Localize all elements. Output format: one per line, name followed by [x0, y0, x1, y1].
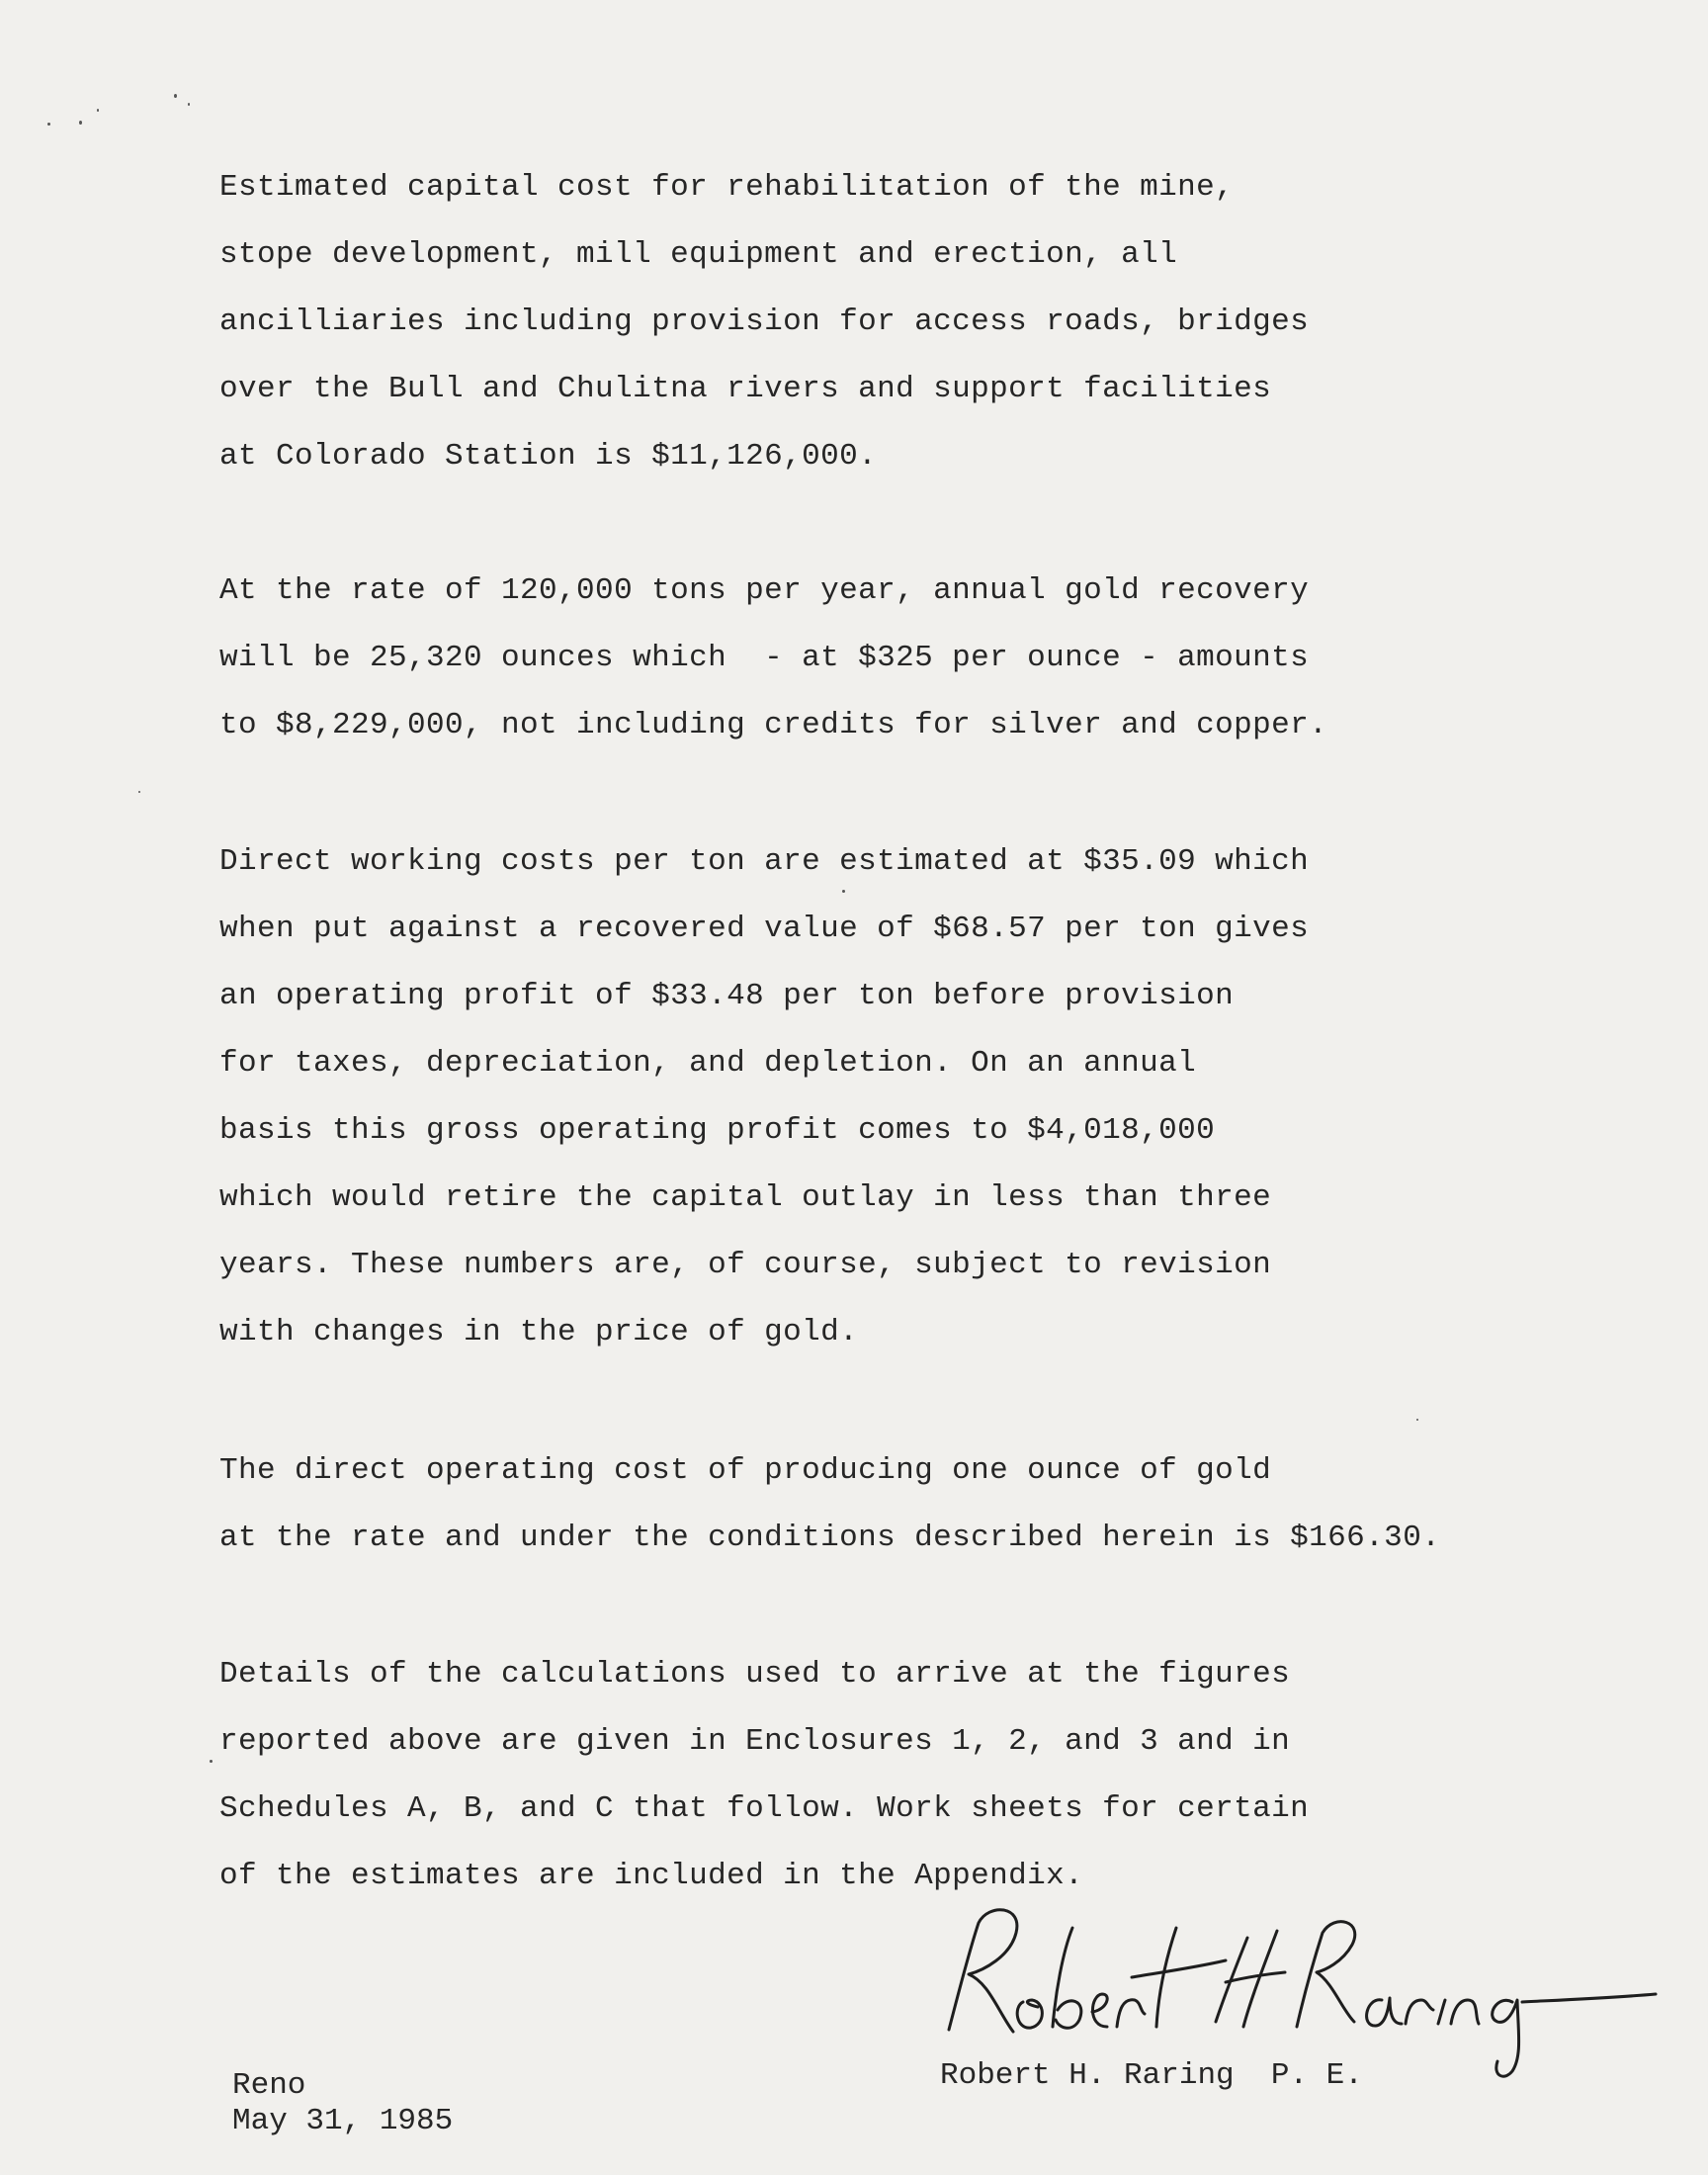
scan-speck — [47, 123, 50, 126]
text-line: At the rate of 120,000 tons per year, annual gold recovery — [219, 573, 1310, 608]
text-line: will be 25,320 ounces which - at $325 per ounce - amounts — [219, 641, 1310, 675]
text-line: Schedules A, B, and C that follow. Work sheets for certain — [219, 1791, 1310, 1826]
scan-speck — [188, 103, 190, 106]
text-line: to $8,229,000, not including credits for silver and copper. — [219, 708, 1328, 742]
text-line: reported above are given in Enclosures 1, 2, and 3 and in — [219, 1724, 1291, 1759]
text-line: Direct working costs per ton are estimated at $35.09 which — [219, 844, 1310, 879]
text-line: which would retire the capital outlay in less than three — [219, 1180, 1272, 1215]
text-line: ancilliaries including provision for access roads, bridges — [219, 304, 1310, 339]
text-line: of the estimates are included in the Appendix. — [219, 1859, 1084, 1893]
text-line: at the rate and under the conditions described herein is $166.30. — [219, 1521, 1441, 1555]
text-line: for taxes, depreciation, and depletion. On an annual — [219, 1046, 1197, 1081]
paragraph-working-costs — [219, 828, 1583, 1366]
text-line: basis this gross operating profit comes to $4,018,000 — [219, 1113, 1216, 1148]
signer-name: Robert H. Raring P. E. — [940, 2058, 1363, 2093]
text-line: with changes in the price of gold. — [219, 1315, 859, 1349]
scan-speck — [97, 109, 99, 112]
text-line: an operating profit of $33.48 per ton before provision — [219, 979, 1235, 1013]
text-line: when put against a recovered value of $68.57 per ton gives — [219, 912, 1310, 946]
place-line: Reno — [232, 2068, 306, 2103]
scan-speck — [79, 121, 82, 125]
text-line: The direct operating cost of producing one ounce of gold — [219, 1453, 1272, 1488]
scan-speck — [174, 94, 177, 98]
text-line: years. These numbers are, of course, subject to revision — [219, 1248, 1272, 1282]
text-line: over the Bull and Chulitna rivers and support facilities — [219, 372, 1272, 406]
scan-speck — [138, 791, 140, 793]
scan-speck — [1416, 1419, 1418, 1421]
text-line: Estimated capital cost for rehabilitation of the mine, — [219, 170, 1235, 205]
text-line: at Colorado Station is $11,126,000. — [219, 439, 878, 474]
paragraph-gold-recovery — [219, 558, 1583, 759]
paragraph-capital-cost — [219, 154, 1583, 490]
date-line: May 31, 1985 — [232, 2104, 454, 2138]
scan-speck — [210, 1760, 213, 1763]
text-line: Details of the calculations used to arrive at the figures — [219, 1657, 1291, 1692]
text-line: stope development, mill equipment and erection, all — [219, 237, 1178, 272]
paragraph-cost-per-ounce — [219, 1437, 1583, 1572]
paragraph-details — [219, 1641, 1583, 1910]
